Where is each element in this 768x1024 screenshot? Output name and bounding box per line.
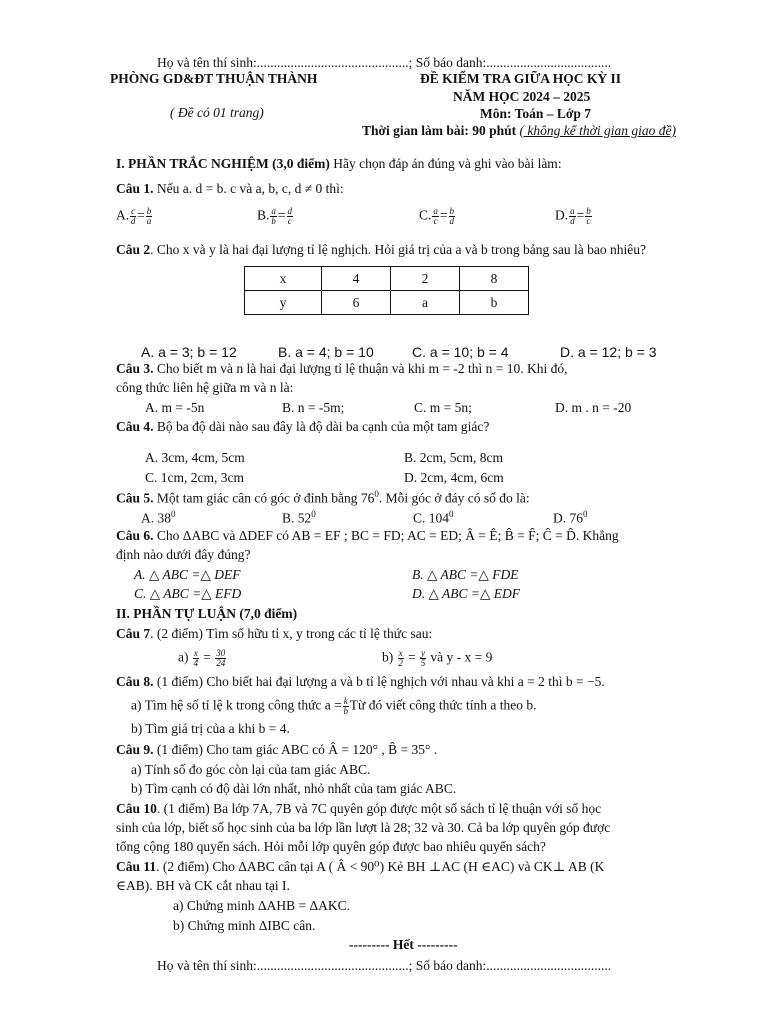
degree-superscript: 0 bbox=[374, 489, 379, 499]
q11-label: Câu 11 bbox=[116, 859, 157, 874]
q2-option-a: A. a = 3; b = 12 bbox=[141, 344, 237, 360]
q2-text: . Cho x và y là hai đại lượng tỉ lệ nghịch. Hỏi giá trị của a và b trong bảng sau là bao nhiêu? bbox=[150, 242, 646, 257]
q6-text: Cho ΔABC và ΔDEF có AB = EF ; BC = FD; AC = ED; Â = Ê; B̂ = F̂; Ĉ = D̂. Khẳng bbox=[156, 528, 619, 543]
fraction: $\frac{b}{c}$ bbox=[586, 206, 591, 226]
q9-part-a: a) Tính số đo góc còn lại của tam giác ABC. bbox=[131, 762, 371, 777]
table-cell: y bbox=[245, 291, 322, 315]
fraction: $\frac{b}{d}$ bbox=[449, 206, 455, 226]
table-cell: 4 bbox=[322, 267, 391, 291]
table-cell: b bbox=[460, 291, 529, 315]
q5-option-b: B. $52^0$ bbox=[282, 509, 316, 526]
q8-text: (1 điểm) Cho biết hai đại lượng a và b tỉ lệ nghịch với nhau và khi a = 2 thì b = −5. bbox=[156, 674, 605, 689]
q1-option-a: A. $\frac{c}{d}$ = $\frac{b}{a}$ bbox=[116, 206, 152, 226]
end-marker bbox=[349, 937, 458, 953]
q7-label: Câu 7 bbox=[116, 626, 151, 641]
table-cell: x bbox=[245, 267, 322, 291]
q5-option-a: A. $38^0$ bbox=[141, 509, 176, 526]
table-row bbox=[245, 291, 529, 315]
time-note: ( không kể thời gian giao đề) bbox=[519, 123, 676, 138]
q2-option-c: C. a = 10; b = 4 bbox=[412, 344, 509, 360]
fraction: $\frac{a}{c}$ bbox=[433, 206, 438, 226]
q2-value-table bbox=[244, 266, 529, 315]
q7-part-b: b) $\frac{x}{2}$ = $\frac{y}{5}$ và y - x = 9 bbox=[382, 648, 493, 668]
table-cell: 8 bbox=[460, 267, 529, 291]
q9-part-b: b) Tìm cạnh có độ dài lớn nhất, nhỏ nhất của tam giác ABC. bbox=[131, 781, 457, 796]
question-7 bbox=[116, 626, 432, 642]
candidate-line-bottom: Họ và tên thí sinh:.............................................; Số báo danh:..................................... bbox=[157, 958, 612, 973]
q1-option-d: D. $\frac{a}{d}$ = $\frac{b}{c}$ bbox=[555, 206, 591, 226]
q7-part-a: a) $\frac{x}{4}$ = $\frac{30}{24}$ bbox=[178, 648, 226, 668]
q9-text: (1 điểm) Cho tam giác ABC có Â = 120° , B̂ = 35° . bbox=[156, 742, 438, 757]
question-1 bbox=[116, 181, 344, 197]
q4-option-d: D. 2cm, 4cm, 6cm bbox=[404, 470, 504, 485]
fraction: $\frac{b}{a}$ bbox=[146, 206, 152, 226]
part1-instruction: Hãy chọn đáp án đúng và ghi vào bài làm: bbox=[333, 156, 562, 171]
question-9 bbox=[116, 742, 437, 758]
q5-label: Câu 5. bbox=[116, 490, 154, 506]
q3-label: Câu 3. bbox=[116, 361, 154, 376]
q11-line2: ∈AB). BH và CK cắt nhau tại I. bbox=[116, 878, 290, 893]
q9-label: Câu 9. bbox=[116, 742, 154, 757]
question-11 bbox=[116, 859, 604, 875]
question-3 bbox=[116, 361, 568, 377]
question-10 bbox=[116, 801, 601, 817]
q3-option-a: A. m = -5n bbox=[145, 400, 205, 415]
q7-a-label: a) bbox=[178, 649, 189, 665]
q6-option-b: B. △ ABC =△ FDE bbox=[412, 567, 519, 582]
q8-part-a bbox=[131, 697, 537, 716]
q10-line2: sinh của lớp, biết số học sinh của ba lớp lần lượt là 28; 32 và 30. Cả ba lớp quyên góp được bbox=[116, 820, 611, 835]
q8-label: Câu 8. bbox=[116, 674, 154, 689]
end-text: --------- Hết --------- bbox=[349, 937, 458, 952]
table-row bbox=[245, 267, 529, 291]
fraction: $\frac{k}{b}$ bbox=[343, 696, 349, 716]
table-cell: a bbox=[391, 291, 460, 315]
school-year: NĂM HỌC 2024 – 2025 bbox=[453, 89, 591, 104]
q4-label: Câu 4. bbox=[116, 419, 154, 434]
q8-a-text1: a) Tìm hệ số tỉ lệ k trong công thức a = bbox=[131, 697, 342, 713]
part1-title: I. PHẦN TRẮC NGHIỆM (3,0 điểm) bbox=[116, 156, 330, 171]
q3-text: Cho biết m và n là hai đại lượng tỉ lệ thuận và khi m = -2 thì n = 10. Khi đó, bbox=[156, 361, 568, 376]
q1-label: Câu 1. bbox=[116, 181, 154, 196]
part2-title: II. PHẦN TỰ LUẬN (7,0 điểm) bbox=[116, 606, 298, 621]
q3-text-line2: công thức liên hệ giữa m và n là: bbox=[116, 380, 294, 395]
q8-a-text2: Từ đó viết công thức tính a theo b. bbox=[349, 697, 537, 713]
q7-b-label: b) bbox=[382, 649, 394, 665]
q8-part-b: b) Tìm giá trị của a khi b = 4. bbox=[131, 721, 290, 736]
q2-option-b: B. a = 4; b = 10 bbox=[278, 344, 374, 360]
q6-label: Câu 6. bbox=[116, 528, 154, 543]
fraction: $\frac{d}{c}$ bbox=[287, 206, 293, 226]
q2-label: Câu 2 bbox=[116, 242, 151, 257]
subject: Môn: Toán – Lớp 7 bbox=[480, 106, 592, 121]
q6-text-line2: định nào dưới đây đúng? bbox=[116, 547, 251, 562]
fraction: $\frac{x}{2}$ bbox=[398, 648, 403, 668]
q5-option-d: D. $76^0$ bbox=[553, 509, 588, 526]
q3-option-b: B. n = -5m; bbox=[282, 400, 345, 415]
q1-option-letter: B. bbox=[257, 207, 270, 223]
q11-line1: . (2 điểm) Cho ΔABC cân tại A ( Â < 90⁰) Kẻ BH ⊥AC (H ∈AC) và CK⊥ AB (K bbox=[156, 859, 605, 874]
department-name: PHÒNG GD&ĐT THUẬN THÀNH bbox=[110, 71, 318, 86]
q1-option-b: B. $\frac{a}{b}$ = $\frac{d}{c}$ bbox=[257, 206, 293, 226]
q10-line1: . (1 điểm) Ba lớp 7A, 7B và 7C quyên góp được một số sách tỉ lệ thuận với số học bbox=[156, 801, 602, 816]
fraction: $\frac{y}{5}$ bbox=[420, 648, 426, 668]
question-8 bbox=[116, 674, 605, 690]
candidate-line-top: Họ và tên thí sinh:.............................................; Số báo danh:..................................... bbox=[157, 55, 612, 70]
q1-option-letter: A. bbox=[116, 207, 130, 223]
q10-label: Câu 10 bbox=[116, 801, 157, 816]
q4-option-c: C. 1cm, 2cm, 3cm bbox=[145, 470, 244, 485]
q4-text: Bộ ba độ dài nào sau đây là độ dài ba cạnh của một tam giác? bbox=[156, 419, 490, 434]
fraction: $\frac{a}{b}$ bbox=[271, 206, 276, 226]
page-note: ( Đề có 01 trang) bbox=[170, 105, 264, 120]
q5-text-b: . Mỗi góc ở đáy có số đo là: bbox=[378, 490, 530, 506]
q1-option-c: C. $\frac{a}{c}$ = $\frac{b}{d}$ bbox=[419, 206, 455, 226]
time-label: Thời gian làm bài: 90 phút bbox=[362, 123, 517, 138]
table-cell: 6 bbox=[322, 291, 391, 315]
q6-option-c: C. △ ABC =△ EFD bbox=[134, 586, 242, 601]
q5-option-c: C. $104^0$ bbox=[413, 509, 454, 526]
table-cell: 2 bbox=[391, 267, 460, 291]
q7-text: . (2 điểm) Tìm số hữu tỉ x, y trong các tỉ lệ thức sau: bbox=[150, 626, 433, 641]
q4-option-a: A. 3cm, 4cm, 5cm bbox=[145, 450, 245, 465]
question-6 bbox=[116, 528, 619, 544]
q11-part-a: a) Chứng minh ΔAHB = ΔAKC. bbox=[173, 898, 351, 913]
question-2 bbox=[116, 242, 646, 258]
fraction: $\frac{c}{d}$ bbox=[130, 206, 136, 226]
q6-option-a: A. △ ABC =△ DEF bbox=[134, 567, 241, 582]
fraction: $\frac{30}{24}$ bbox=[216, 648, 226, 668]
q11-part-b: b) Chứng minh ΔIBC cân. bbox=[173, 918, 316, 933]
fraction: $\frac{x}{4}$ bbox=[193, 648, 199, 668]
q4-option-b: B. 2cm, 5cm, 8cm bbox=[404, 450, 503, 465]
question-4 bbox=[116, 419, 489, 435]
q10-line3: tổng cộng 180 quyển sách. Hỏi mỗi lớp quyên góp được bao nhiêu quyển sách? bbox=[116, 839, 546, 854]
q2-option-d: D. a = 12; b = 3 bbox=[560, 344, 657, 360]
fraction: $\frac{a}{d}$ bbox=[570, 206, 575, 226]
q5-text-a: Một tam giác cân có góc ở đỉnh bằng 76 bbox=[156, 490, 375, 506]
time-line bbox=[362, 123, 676, 139]
q3-option-d: D. m . n = -20 bbox=[555, 400, 632, 415]
part1-heading bbox=[116, 156, 562, 172]
q1-text: Nếu a. d = b. c và a, b, c, d ≠ 0 thì: bbox=[156, 181, 344, 196]
q3-option-c: C. m = 5n; bbox=[414, 400, 472, 415]
q1-option-letter: C. bbox=[419, 207, 432, 223]
q7-b-tail: và y - x = 9 bbox=[430, 649, 493, 665]
question-5 bbox=[116, 489, 530, 507]
q1-option-letter: D. bbox=[555, 207, 569, 223]
q6-option-d: D. △ ABC =△ EDF bbox=[412, 586, 520, 601]
exam-title: ĐỀ KIỂM TRA GIỮA HỌC KỲ II bbox=[420, 71, 622, 86]
